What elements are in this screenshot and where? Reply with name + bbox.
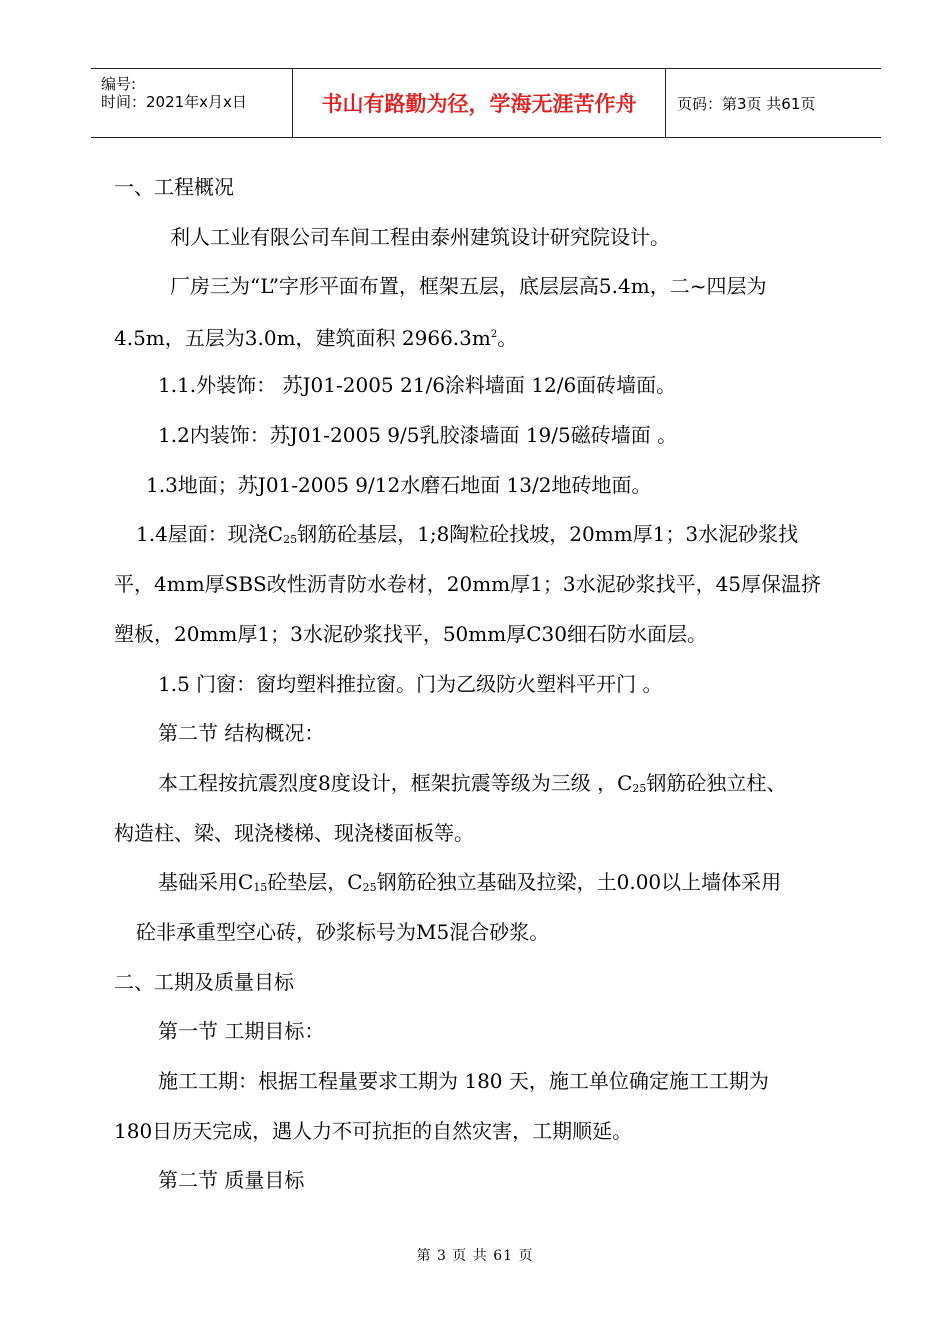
header-code-label: 编号: — [101, 75, 137, 93]
seismic-concrete-grade: 25 — [632, 782, 647, 795]
paragraph-roof-line3: 塑板，20mm厚1；3水泥砂浆找平，50mm厚C30细石防水面层。 — [114, 622, 707, 646]
paragraph-layout-line1: 厂房三为“L”字形平面布置，框架五层，底层层高5.4m，二~四层为 — [170, 274, 767, 298]
paragraph-floor: 1.3地面；苏J01-2005 9/12水磨石地面 13/2地砖地面。 — [146, 473, 652, 497]
foundation-part1: 基础采用C — [158, 870, 254, 894]
paragraph-foundation-line2: 砼非承重型空心砖，砂浆标号为M5混合砂浆。 — [136, 920, 550, 944]
seismic-line1-part1: 本工程按抗震烈度8度设计，框架抗震等级为三级 ，C — [158, 771, 633, 795]
section-heading-structure: 第二节 结构概况： — [158, 721, 325, 745]
section-heading-overview: 一、工程概况 — [114, 175, 234, 199]
foundation-part3: 钢筋砼独立基础及拉梁，土0.00以上墙体采用 — [376, 870, 782, 894]
roof-concrete-grade: 25 — [283, 533, 298, 546]
paragraph-seismic-line1 — [158, 771, 786, 801]
area-superscript: 2 — [490, 329, 498, 340]
foundation-grade-c15: 15 — [253, 881, 268, 894]
paragraph-seismic-line2: 构造柱、梁、现浇楼梯、现浇楼面板等。 — [114, 821, 474, 845]
section-heading-quality: 第二节 质量目标 — [158, 1168, 305, 1192]
section-heading-schedule: 第一节 工期目标： — [158, 1019, 325, 1043]
paragraph-foundation-line1 — [158, 870, 781, 900]
header-page-info: 页码：第3页 共61页 — [677, 95, 816, 113]
page-footer: 第 3 页 共 61 页 — [416, 1248, 534, 1264]
section-heading-schedule-quality: 二、工期及质量目标 — [114, 970, 294, 994]
seismic-line1-part2: 钢筋砼独立柱、 — [646, 771, 787, 795]
layout-line2-text: 4.5m，五层为3.0m，建筑面积 2966.3m — [114, 326, 491, 350]
layout-line2-end: 。 — [497, 326, 518, 350]
paragraph-exterior: 1.1.外装饰： 苏J01-2005 21/6涂料墙面 12/6面砖墙面。 — [158, 373, 677, 397]
foundation-part2: 砼垫层，C — [267, 870, 363, 894]
paragraph-designer: 利人工业有限公司车间工程由泰州建筑设计研究院设计。 — [170, 225, 670, 249]
paragraph-schedule-line1: 施工工期：根据工程量要求工期为 180 天，施工单位确定施工工期为 — [158, 1069, 769, 1093]
document-header — [91, 68, 881, 138]
paragraph-doors-windows: 1.5 门窗：窗均塑料推拉窗。门为乙级防火塑料平开门 。 — [158, 672, 663, 696]
roof-line1-part2: 钢筋砼基层，1;8陶粒砼找坡，20mm厚1；3水泥砂浆找 — [297, 522, 799, 546]
header-time-label: 时间：2021年x月x日 — [101, 93, 247, 111]
paragraph-roof-line1 — [136, 522, 798, 552]
paragraph-roof-line2: 平，4mm厚SBS改性沥青防水卷材，20mm厚1；3水泥砂浆找平，45厚保温挤 — [114, 572, 822, 596]
header-meta-cell — [91, 69, 293, 137]
header-motto: 书山有路勤为径，学海无涯苦作舟 — [293, 69, 666, 137]
paragraph-layout-line2 — [114, 323, 517, 350]
paragraph-interior: 1.2内装饰：苏J01-2005 9/5乳胶漆墙面 19/5磁砖墙面 。 — [158, 423, 678, 447]
paragraph-schedule-line2: 180日历天完成，遇人力不可抗拒的自然灾害，工期顺延。 — [114, 1119, 633, 1143]
roof-line1-part1: 1.4屋面：现浇C — [136, 522, 284, 546]
foundation-grade-c25: 25 — [362, 881, 377, 894]
